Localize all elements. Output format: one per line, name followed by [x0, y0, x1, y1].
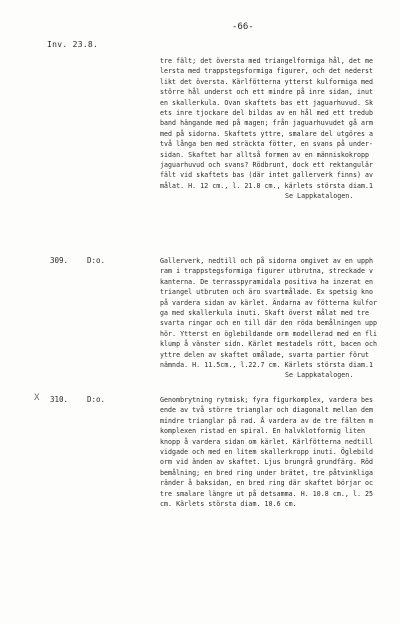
page-number: -66- — [232, 22, 254, 32]
text-line: ets inre tjockare del bildas av en hål med ett tredub — [160, 108, 374, 117]
entry-309-text — [160, 256, 400, 381]
text-line: vidgade och med en litem skallerkropp inuti. Öglebild — [160, 447, 374, 456]
text-line: sidan. Skaftet har alltså formen av en människokropp — [160, 150, 370, 159]
text-line: på vardera sidan av kärlet. Ändarna av fötterna kulfor — [160, 298, 378, 307]
text-line: tre smalare längre ut på detsamma. H. 10.8 cm., l. 25 — [160, 489, 374, 498]
text-line: fält vid skaftets bas (där intet gallerverk finns) av — [160, 171, 374, 180]
text-line: Genombrytning rytmisk; fyra figurkomplex, vardera bes — [160, 396, 374, 404]
text-line: Gallerverk, nedtill och på sidorna omgivet av en upph — [160, 257, 374, 265]
text-line: orm vid änden av skaftet. Ljus brungrå grundfärg. Röd — [160, 458, 374, 467]
text-line: jaguarhuvud och svans? Rödbrunt, dock ett rektangulär — [160, 160, 374, 169]
text-line: bemålning; en bred ring under brätet, tre påtvinkliga — [160, 468, 374, 477]
entry-site: D:o. — [87, 395, 106, 404]
catalog-note: Se Lappkatalogen. — [285, 192, 354, 201]
text-line: ga med skallerkula inuti. Skaft överst målat med tre — [160, 308, 370, 317]
entry-number: 310. — [50, 395, 69, 404]
text-line: mindre trianglar på rad. Å vardera av de tre fälten m — [160, 416, 374, 425]
text-line: klump å vänster sidn. Kärlet mestadels rött, bacen och — [160, 340, 378, 349]
text-line: ränder å baksidan, en bred ring där skaftet börjar oc — [160, 479, 374, 488]
text-line: lersta med trappstegsformiga figurer, och det nederst — [160, 67, 374, 76]
text-line: triangel utbruten och äro svartmålade. Ex spetsig kno — [160, 288, 374, 297]
text-line: ende av två större trianglar och diagonalt mellan dem — [160, 406, 374, 415]
text-line: hör. Ytterst en öglebildande orm modellerad med en fli — [160, 329, 378, 338]
text-line: svarta ringar och en till där den röda bemålningen upp — [160, 319, 378, 328]
text-line: cm. Kärlets största diam. 10.6 cm. — [160, 499, 297, 508]
entry-site: D:o. — [87, 256, 106, 265]
text-line: ram i trappstegsformiga figurer utbrutna, streckade v — [160, 267, 374, 276]
catalog-note: Se Lappkatalogen. — [285, 371, 354, 380]
text-line: knopp å vardera sidan om kärlet. Kärlfötterna nedtill — [160, 437, 374, 446]
inventory-number: Inv. 23.8. — [47, 40, 99, 49]
text-line: likt det översta. Kärlfötterna ytterst kulformiga med — [160, 77, 374, 86]
text-line: komplexen ristad en spiral. En halvklotformig liten — [160, 427, 366, 436]
text-line: tre fält; det översta med triangelformiga hål, det me — [160, 57, 374, 65]
continuation-block — [160, 56, 400, 201]
entry-310-text — [160, 395, 400, 509]
margin-mark: X — [34, 393, 40, 403]
text-line: yttre delen av skaftet omålade, svarta partier förut — [160, 350, 370, 359]
text-line: en skallerkula. Ovan skaftets bas ett jaguarhuvud. Sk — [160, 98, 374, 107]
text-line: med på sidorna. Skaftets yttre, smalare del utgöres a — [160, 129, 374, 138]
entry-number: 309. — [50, 256, 69, 265]
text-line: nämnda. H. 11.5cm., l.22.7 cm. Kärlets största diam.1 — [160, 360, 374, 369]
text-line: större hål underst och ett mindre på inre sidan, inut — [160, 88, 374, 97]
text-line: målat. H. 12 cm., l. 21.8 cm., kärlets största diam.1 — [160, 181, 374, 190]
text-line: två långa ben med sträckta fötter, en svans på under- — [160, 140, 374, 149]
text-line: kanterna. De terrasspyramidala positiva ha inzerat en — [160, 277, 374, 286]
text-line: band hängande med på magen; från jaguarhuvudet gå arm — [160, 119, 374, 128]
